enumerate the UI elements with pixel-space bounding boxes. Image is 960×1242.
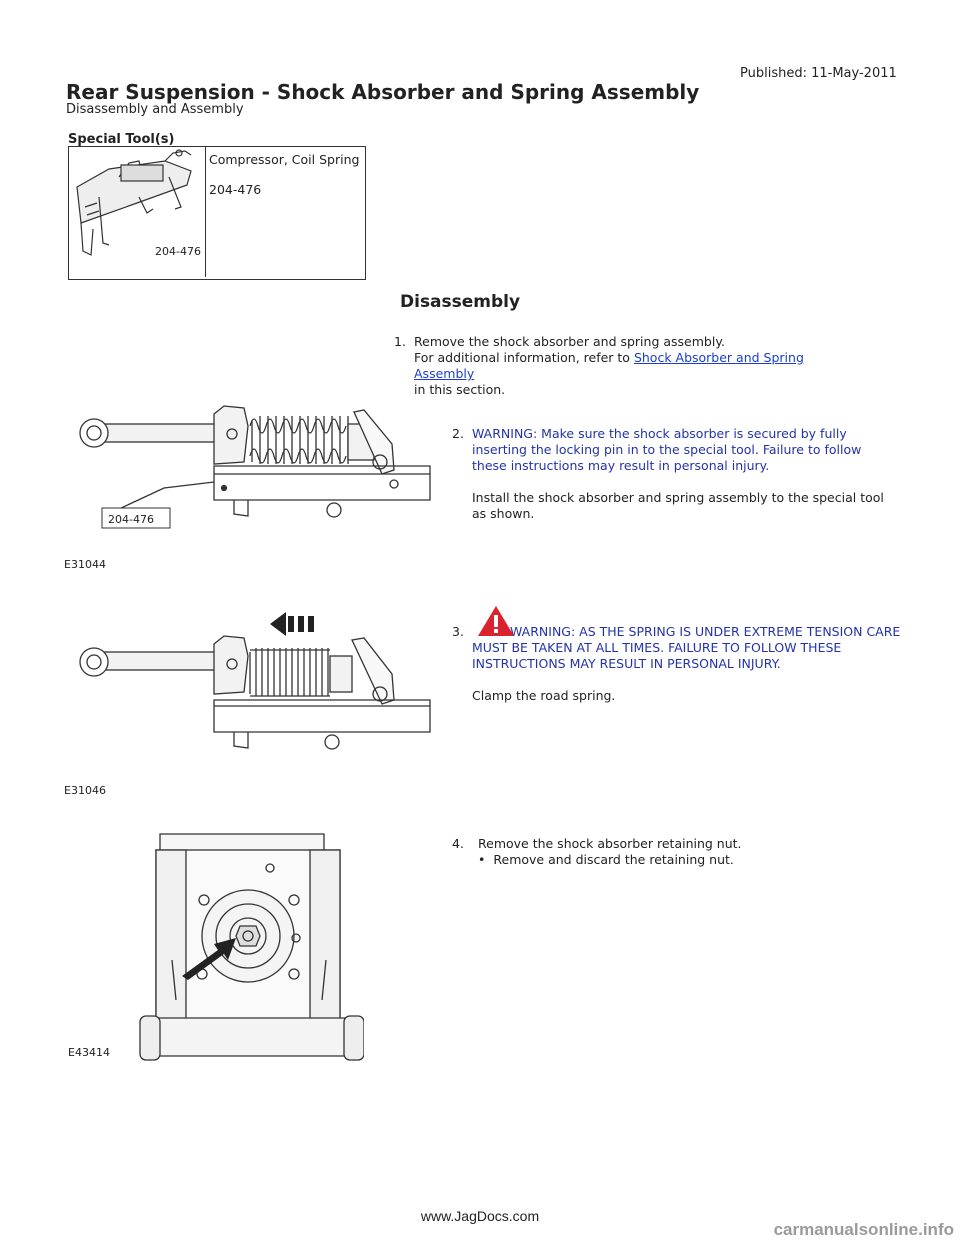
step-bullet: • Remove and discard the retaining nut.: [478, 852, 918, 868]
step-2: [452, 426, 922, 521]
step-number: 2.: [452, 426, 464, 441]
step-number: 1.: [394, 334, 406, 349]
figure-code: E43414: [68, 1046, 110, 1059]
warning-triangle-icon: [476, 604, 516, 638]
tool-name: Compressor, Coil Spring: [209, 152, 360, 167]
step-text: Remove the shock absorber retaining nut.: [478, 836, 742, 851]
figure-e31044: [64, 404, 434, 574]
watermark: carmanualsonline.info: [773, 1220, 954, 1239]
special-tools-heading: Special Tool(s): [68, 132, 175, 147]
tool-image-cell: [69, 147, 206, 277]
step-text: Remove the shock absorber and spring assembly.: [414, 334, 725, 349]
reference-link-shock-absorber[interactable]: Shock Absorber and Spring Assembly: [414, 350, 804, 381]
reference-suffix: in this section.: [414, 382, 506, 397]
tool-image-label: 204-476: [155, 245, 201, 258]
warning-text: WARNING: AS THE SPRING IS UNDER EXTREME TENSION CARE MUST BE TAKEN AT ALL TIMES. FAILURE TO FOLLOW THESE INSTRUCTIONS MAY RESULT IN PERSONAL INJURY.: [472, 624, 901, 671]
step-text: Install the shock absorber and spring assembly to the special tool as shown.: [472, 490, 884, 521]
footer-site: www.JagDocs.com: [420, 1208, 540, 1224]
step-text: Clamp the road spring.: [472, 688, 616, 703]
published-date: Published: 11-May-2011: [740, 66, 897, 81]
page-title: Rear Suspension - Shock Absorber and Spring Assembly: [66, 80, 700, 104]
step-number: 3.: [452, 624, 464, 639]
tool-description: [209, 151, 359, 211]
reference-prefix: For additional information, refer to: [414, 350, 634, 365]
figure-e43414: [64, 830, 364, 1064]
spring-compressor-tool-illustration: [69, 147, 205, 277]
tool-number: 204-476: [209, 182, 262, 197]
direction-arrow-icon: [270, 612, 314, 636]
warning-text: WARNING: Make sure the shock absorber is secured by fully inserting the locking pin in to the special tool. Failure to follow these instructions may result in personal injury.: [472, 426, 862, 473]
section-heading-disassembly: Disassembly: [400, 292, 521, 312]
page-subtitle: Disassembly and Assembly: [66, 102, 244, 117]
figure-code: E31046: [64, 784, 106, 797]
step-3: [452, 604, 922, 704]
step-1: [394, 334, 864, 397]
step-4: [452, 836, 922, 876]
figure-e31046: [64, 604, 434, 800]
step-number: 4.: [452, 836, 464, 851]
figure-callout-label: 204-476: [108, 513, 154, 526]
special-tools-table: [68, 146, 366, 280]
figure-code: E31044: [64, 558, 106, 571]
